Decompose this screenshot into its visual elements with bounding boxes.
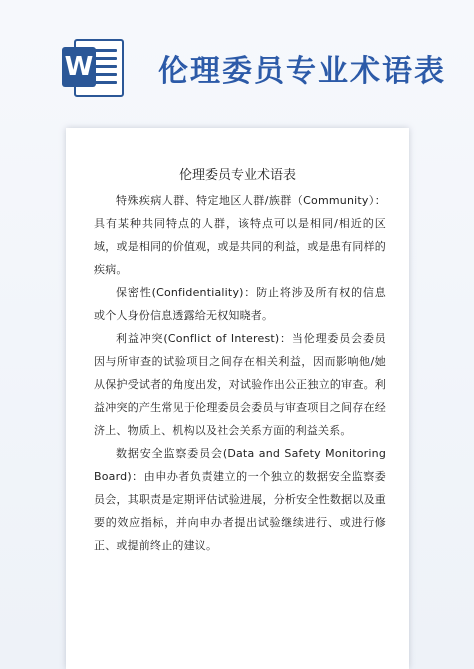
word-icon-line <box>95 81 117 84</box>
paragraph-conflict-of-interest: 利益冲突(Conflict of Interest)：当伦理委员会委员因与所审查的试验项目之间存在相关利益，因而影响他/她从保护受试者的角度出发，对试验作出公正独立的审查。利益冲突的产生常见于伦理委员会委员与审查项目之间存在经济上、物质上、机构以及社会关系方面的利益关系。 <box>94 332 386 437</box>
word-icon-line <box>95 49 117 52</box>
word-icon-letter: W <box>62 47 96 87</box>
paragraph-dsmb: 数据安全监察委员会(Data and Safety Monitoring Board)：由申办者负责建立的一个独立的数据安全监察委员会，其职责是定期评估试验进展，分析安全性数据以及重要的效应指标，并向申办者提出试验继续进行、或进行修正、或提前终止的建议。 <box>94 447 386 552</box>
word-document-icon <box>62 39 124 97</box>
paragraph-confidentiality: 保密性(Confidentiality)：防止将涉及所有权的信息或个人身份信息透露给无权知晓者。 <box>94 286 386 322</box>
paragraph-community: 特殊疾病人群、特定地区人群/族群（Community）：具有某种共同特点的人群，该特点可以是相同/相近的区域，或是相同的价值观，或是共同的利益，或是患有同样的疾病。 <box>94 194 386 276</box>
header-banner <box>0 0 474 120</box>
document-page <box>66 128 409 669</box>
word-icon-line <box>95 65 117 68</box>
document-body <box>94 189 386 557</box>
word-icon-line <box>95 57 117 60</box>
document-title: 伦理委员专业术语表 <box>178 168 296 183</box>
banner-title: 伦理委员专业术语表 <box>158 54 446 89</box>
word-icon-line <box>95 73 117 76</box>
